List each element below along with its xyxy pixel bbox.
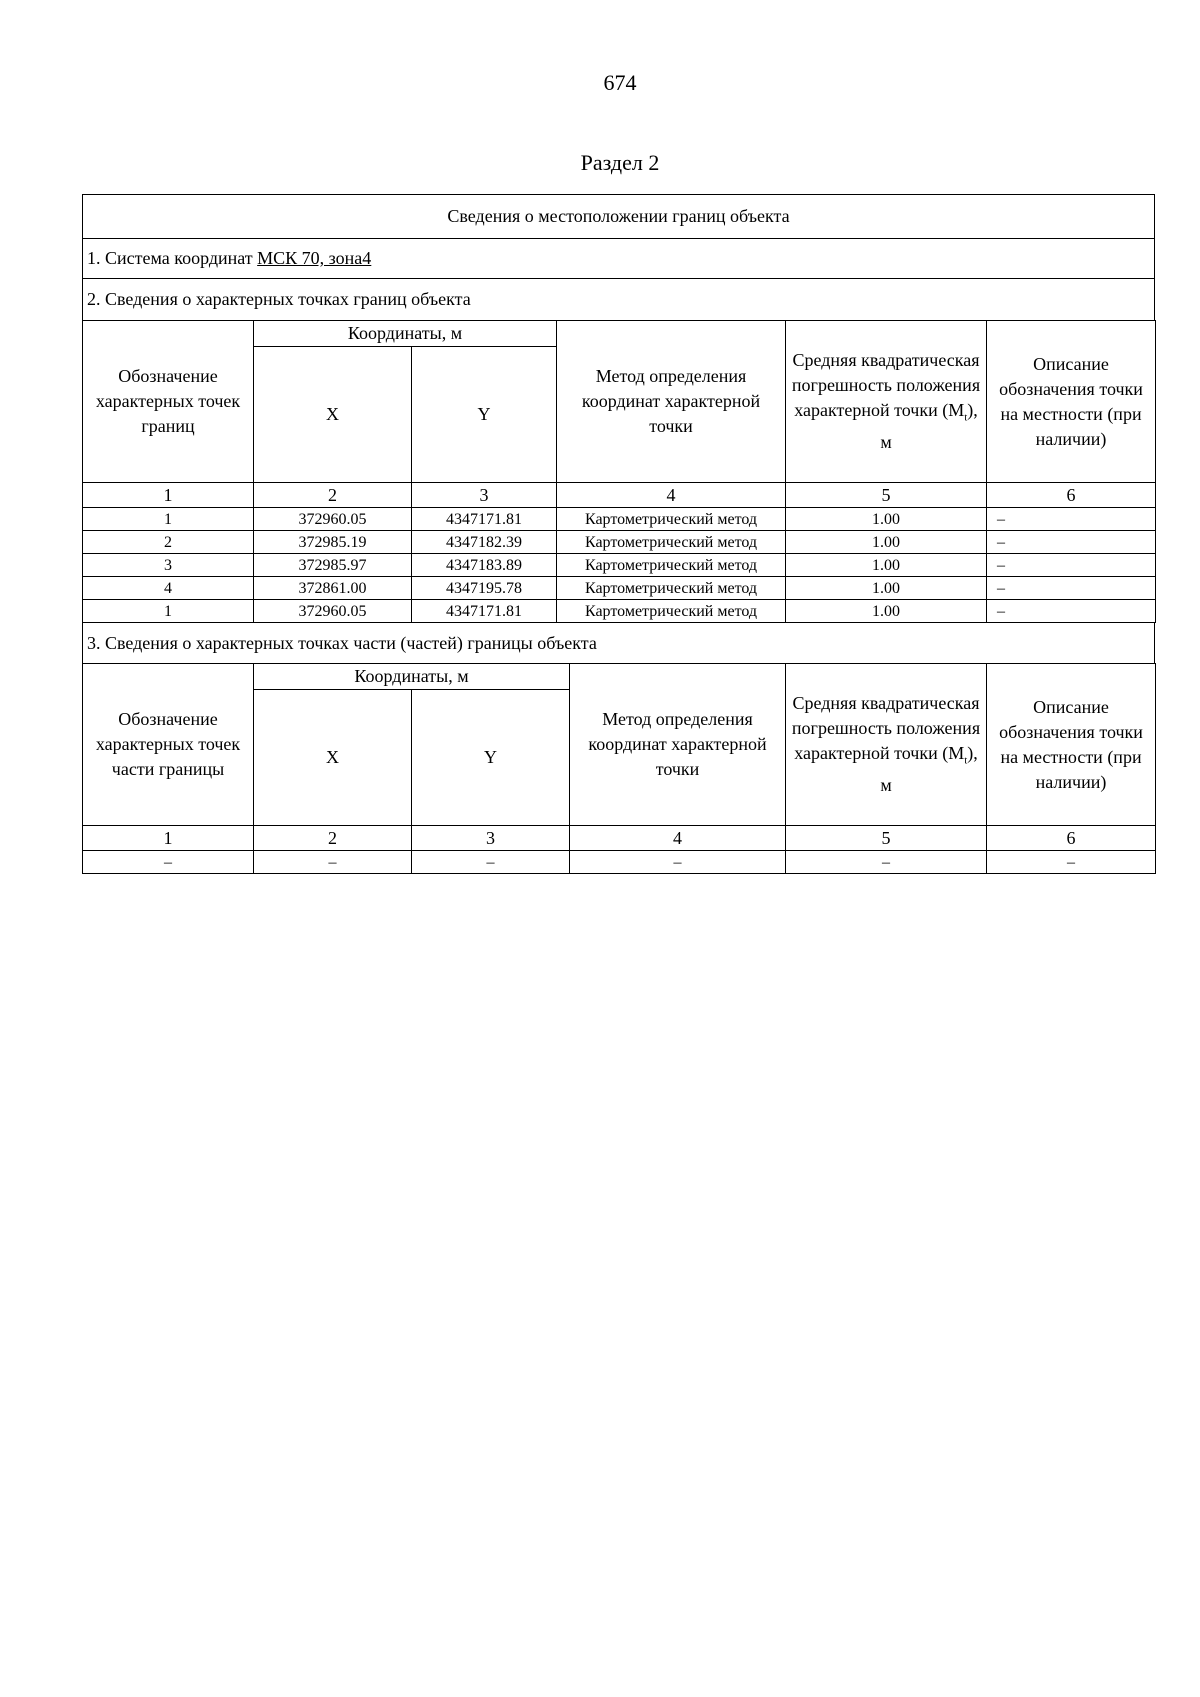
s2-column-numbers <box>83 483 1156 508</box>
boundary-info-box <box>82 194 1155 874</box>
s3-header-method: Метод определения координат характерной точки <box>570 664 786 826</box>
s3-header-coords: Координаты, м <box>254 664 570 690</box>
coord-x: 372985.97 <box>254 554 412 577</box>
error: 1.00 <box>786 600 987 623</box>
s2-header-method: Метод определения координат характерной точки <box>557 321 786 483</box>
box-header-table <box>82 194 1155 321</box>
s2-col-num: 3 <box>412 483 557 508</box>
coord-y: 4347171.81 <box>412 508 557 531</box>
s3-header-x: X <box>254 690 412 826</box>
s2-header-x: X <box>254 347 412 483</box>
coord-x: 372861.00 <box>254 577 412 600</box>
table-row <box>83 600 1156 623</box>
s3-col-num: 6 <box>987 826 1156 851</box>
description: – <box>987 851 1156 874</box>
section3-title-table <box>82 622 1155 664</box>
section2-title: 2. Сведения о характерных точках границ объекта <box>83 279 1155 321</box>
point-id: 1 <box>83 508 254 531</box>
s2-col-num: 6 <box>987 483 1156 508</box>
description: – <box>987 577 1156 600</box>
s3-col-num: 1 <box>83 826 254 851</box>
method: – <box>570 851 786 874</box>
s3-col-num: 4 <box>570 826 786 851</box>
description: – <box>987 508 1156 531</box>
section3-title: 3. Сведения о характерных точках части (частей) границы объекта <box>83 623 1155 664</box>
description: – <box>987 554 1156 577</box>
s3-header-description: Описание обозначения точки на местности (при наличии) <box>987 664 1156 826</box>
point-id: 2 <box>83 531 254 554</box>
coord-y: 4347183.89 <box>412 554 557 577</box>
page-number: 674 <box>603 70 637 95</box>
s3-error-sub: t <box>964 754 968 767</box>
s2-error-sub: t <box>964 411 968 424</box>
error: 1.00 <box>786 577 987 600</box>
s2-header-error <box>786 321 987 483</box>
s3-error-text: Средняя квадратическая погрешность положения характерной точки (M <box>791 692 981 763</box>
point-id: 3 <box>83 554 254 577</box>
table-row <box>83 851 1156 874</box>
s2-col-num: 1 <box>83 483 254 508</box>
point-id: 4 <box>83 577 254 600</box>
section3-table <box>82 663 1156 874</box>
coord-y: 4347195.78 <box>412 577 557 600</box>
s3-column-numbers <box>83 826 1156 851</box>
s2-col-num: 4 <box>557 483 786 508</box>
coord-system-line <box>83 239 1155 279</box>
table-row <box>83 531 1156 554</box>
s2-header-coords: Координаты, м <box>254 321 557 347</box>
s2-header-y: Y <box>412 347 557 483</box>
s3-header-designation: Обозначение характерных точек части границы <box>83 664 254 826</box>
coord-x: 372960.05 <box>254 508 412 531</box>
error: 1.00 <box>786 531 987 554</box>
section2-table <box>82 320 1156 623</box>
section-title: Раздел 2 <box>580 150 660 175</box>
s2-error-text: Средняя квадратическая погрешность положения характерной точки (M <box>791 349 981 420</box>
coord-y: – <box>412 851 570 874</box>
coord-x: 372960.05 <box>254 600 412 623</box>
s2-header-designation: Обозначение характерных точек границ <box>83 321 254 483</box>
method: Картометрический метод <box>557 531 786 554</box>
table-row <box>83 577 1156 600</box>
error: 1.00 <box>786 508 987 531</box>
s3-col-num: 2 <box>254 826 412 851</box>
s2-col-num: 5 <box>786 483 987 508</box>
s3-col-num: 3 <box>412 826 570 851</box>
s2-error-unit: ), м <box>880 399 978 453</box>
coord-y: 4347182.39 <box>412 531 557 554</box>
table-row <box>83 508 1156 531</box>
coord-system-value: МСК 70, зона4 <box>257 248 372 268</box>
point-id: 1 <box>83 600 254 623</box>
s2-col-num: 2 <box>254 483 412 508</box>
table-row <box>83 554 1156 577</box>
method: Картометрический метод <box>557 508 786 531</box>
s3-header-y: Y <box>412 690 570 826</box>
error: 1.00 <box>786 554 987 577</box>
point-id: – <box>83 851 254 874</box>
description: – <box>987 531 1156 554</box>
s3-col-num: 5 <box>786 826 987 851</box>
error: – <box>786 851 987 874</box>
coord-y: 4347171.81 <box>412 600 557 623</box>
s3-header-error <box>786 664 987 826</box>
box-title: Сведения о местоположении границ объекта <box>83 195 1155 239</box>
description: – <box>987 600 1156 623</box>
s2-header-description: Описание обозначения точки на местности (при наличии) <box>987 321 1156 483</box>
method: Картометрический метод <box>557 600 786 623</box>
coord-x: 372985.19 <box>254 531 412 554</box>
method: Картометрический метод <box>557 577 786 600</box>
s3-error-unit: ), м <box>880 742 978 796</box>
coord-system-label: 1. Система координат <box>87 248 258 268</box>
method: Картометрический метод <box>557 554 786 577</box>
coord-x: – <box>254 851 412 874</box>
